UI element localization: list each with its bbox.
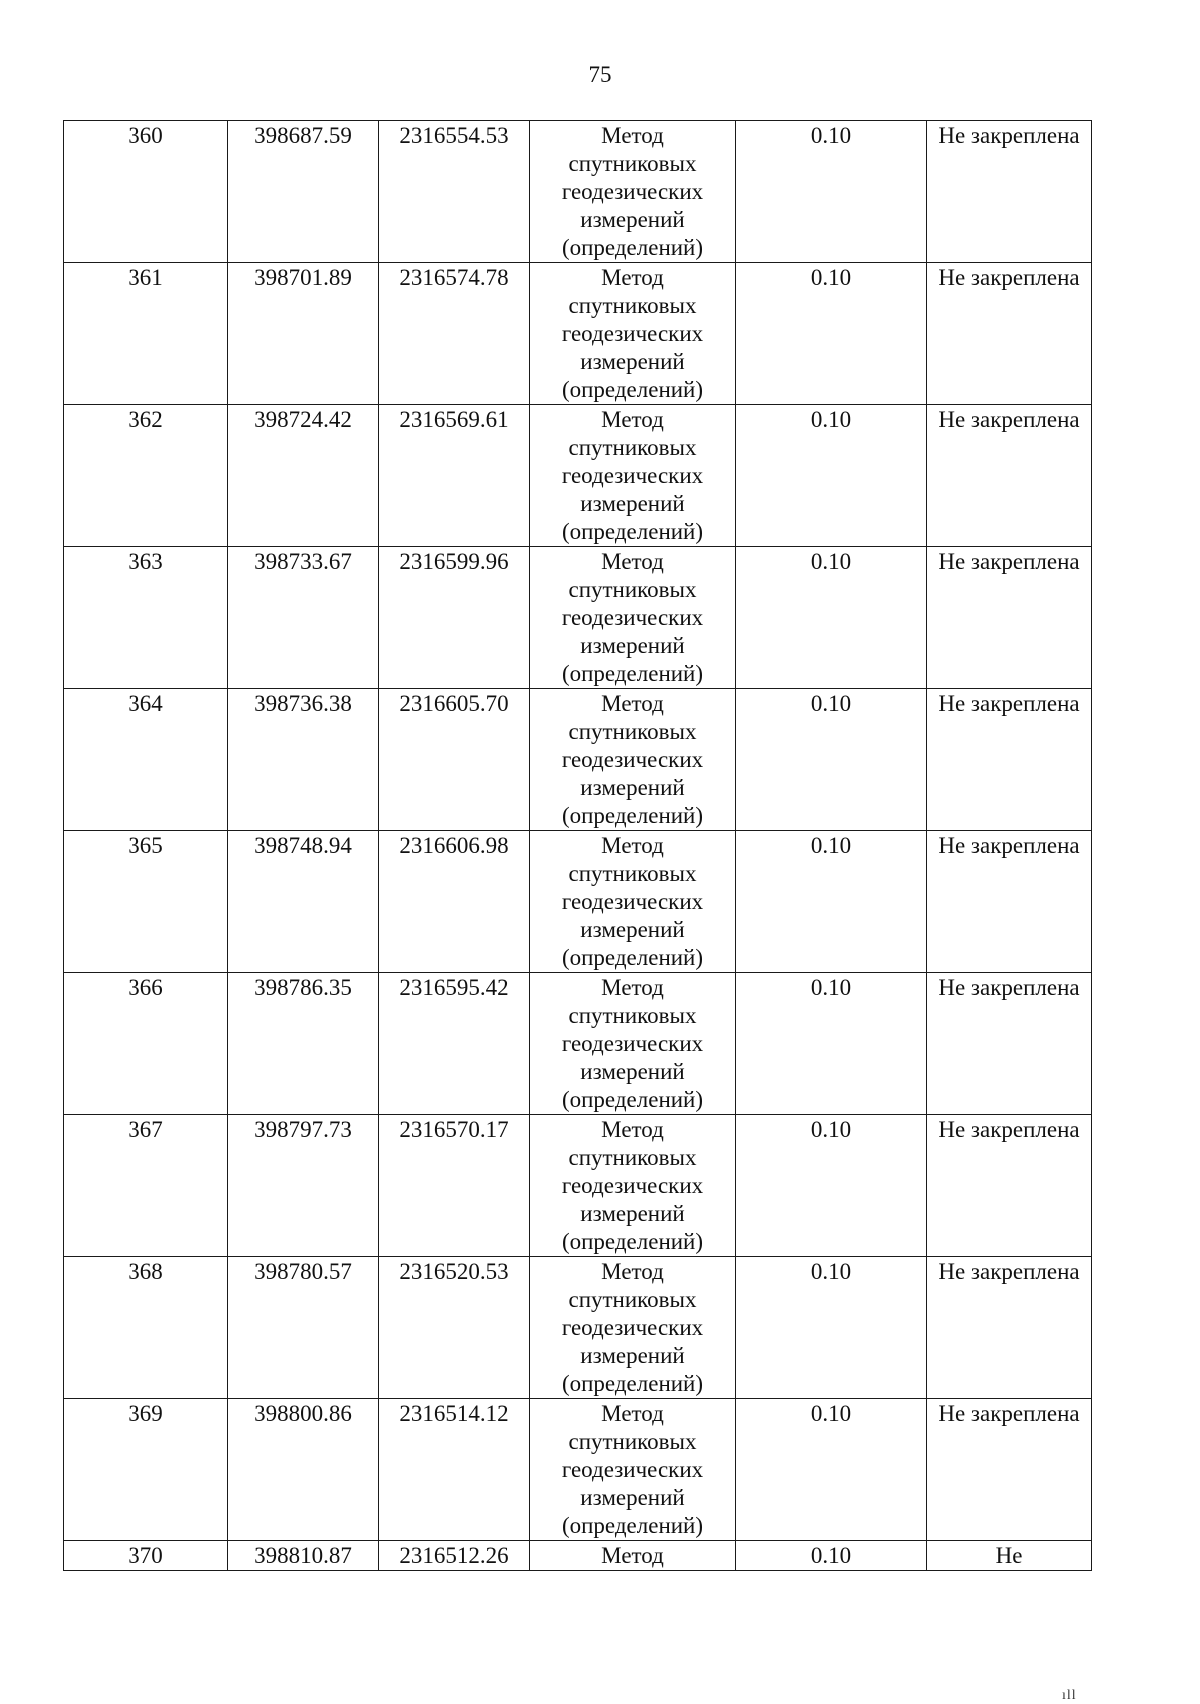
point-number-cell: 362 [64, 405, 228, 547]
table-row [64, 689, 1092, 831]
precision-cell: 0.10 [736, 1541, 927, 1571]
fixing-cell: Не [927, 1541, 1092, 1571]
y-coordinate-cell: 2316514.12 [379, 1399, 530, 1541]
y-coordinate-cell: 2316606.98 [379, 831, 530, 973]
y-coordinate-cell: 2316605.70 [379, 689, 530, 831]
precision-cell: 0.10 [736, 831, 927, 973]
coordinates-table [63, 120, 1092, 1571]
page-number: 75 [588, 62, 612, 87]
method-cell: Метод спутниковых геодезических измерений (определений) [530, 831, 736, 973]
point-number-cell: 366 [64, 973, 228, 1115]
table-row [64, 405, 1092, 547]
x-coordinate-cell: 398797.73 [228, 1115, 379, 1257]
fixing-cell: Не закреплена [927, 1115, 1092, 1257]
method-cell: Метод [530, 1541, 736, 1571]
point-number-cell: 368 [64, 1257, 228, 1399]
method-cell: Метод спутниковых геодезических измерений (определений) [530, 547, 736, 689]
point-number-cell: 369 [64, 1399, 228, 1541]
table-row [64, 121, 1092, 263]
fixing-cell: Не закреплена [927, 831, 1092, 973]
y-coordinate-cell: 2316599.96 [379, 547, 530, 689]
point-number-cell: 364 [64, 689, 228, 831]
fixing-cell: Не закреплена [927, 121, 1092, 263]
y-coordinate-cell: 2316595.42 [379, 973, 530, 1115]
x-coordinate-cell: 398800.86 [228, 1399, 379, 1541]
y-coordinate-cell: 2316520.53 [379, 1257, 530, 1399]
point-number-cell: 367 [64, 1115, 228, 1257]
method-cell: Метод спутниковых геодезических измерений (определений) [530, 405, 736, 547]
method-cell: Метод спутниковых геодезических измерений (определений) [530, 1257, 736, 1399]
precision-cell: 0.10 [736, 689, 927, 831]
table-row [64, 973, 1092, 1115]
y-coordinate-cell: 2316512.26 [379, 1541, 530, 1571]
y-coordinate-cell: 2316569.61 [379, 405, 530, 547]
fixing-cell: Не закреплена [927, 689, 1092, 831]
x-coordinate-cell: 398701.89 [228, 263, 379, 405]
precision-cell: 0.10 [736, 547, 927, 689]
x-coordinate-cell: 398724.42 [228, 405, 379, 547]
precision-cell: 0.10 [736, 973, 927, 1115]
table-row [64, 831, 1092, 973]
table-row [64, 263, 1092, 405]
method-cell: Метод спутниковых геодезических измерений (определений) [530, 1399, 736, 1541]
x-coordinate-cell: 398687.59 [228, 121, 379, 263]
table-row [64, 1257, 1092, 1399]
method-cell: Метод спутниковых геодезических измерений (определений) [530, 263, 736, 405]
precision-cell: 0.10 [736, 121, 927, 263]
x-coordinate-cell: 398748.94 [228, 831, 379, 973]
x-coordinate-cell: 398780.57 [228, 1257, 379, 1399]
fixing-cell: Не закреплена [927, 263, 1092, 405]
point-number-cell: 365 [64, 831, 228, 973]
table-row [64, 1115, 1092, 1257]
fixing-cell: Не закреплена [927, 1257, 1092, 1399]
fixing-cell: Не закреплена [927, 1399, 1092, 1541]
precision-cell: 0.10 [736, 1257, 927, 1399]
fixing-cell: Не закреплена [927, 973, 1092, 1115]
fixing-cell: Не закреплена [927, 405, 1092, 547]
x-coordinate-cell: 398736.38 [228, 689, 379, 831]
precision-cell: 0.10 [736, 1115, 927, 1257]
point-number-cell: 363 [64, 547, 228, 689]
y-coordinate-cell: 2316570.17 [379, 1115, 530, 1257]
fixing-cell: Не закреплена [927, 547, 1092, 689]
point-number-cell: 370 [64, 1541, 228, 1571]
precision-cell: 0.10 [736, 405, 927, 547]
x-coordinate-cell: 398733.67 [228, 547, 379, 689]
method-cell: Метод спутниковых геодезических измерений (определений) [530, 689, 736, 831]
table-row [64, 1541, 1092, 1571]
y-coordinate-cell: 2316554.53 [379, 121, 530, 263]
method-cell: Метод спутниковых геодезических измерений (определений) [530, 121, 736, 263]
y-coordinate-cell: 2316574.78 [379, 263, 530, 405]
table-row [64, 547, 1092, 689]
x-coordinate-cell: 398786.35 [228, 973, 379, 1115]
point-number-cell: 361 [64, 263, 228, 405]
method-cell: Метод спутниковых геодезических измерений (определений) [530, 1115, 736, 1257]
x-coordinate-cell: 398810.87 [228, 1541, 379, 1571]
precision-cell: 0.10 [736, 1399, 927, 1541]
table-body [64, 121, 1092, 1571]
precision-cell: 0.10 [736, 263, 927, 405]
scan-mark: ıll [1062, 1688, 1077, 1703]
point-number-cell: 360 [64, 121, 228, 263]
method-cell: Метод спутниковых геодезических измерений (определений) [530, 973, 736, 1115]
table-row [64, 1399, 1092, 1541]
